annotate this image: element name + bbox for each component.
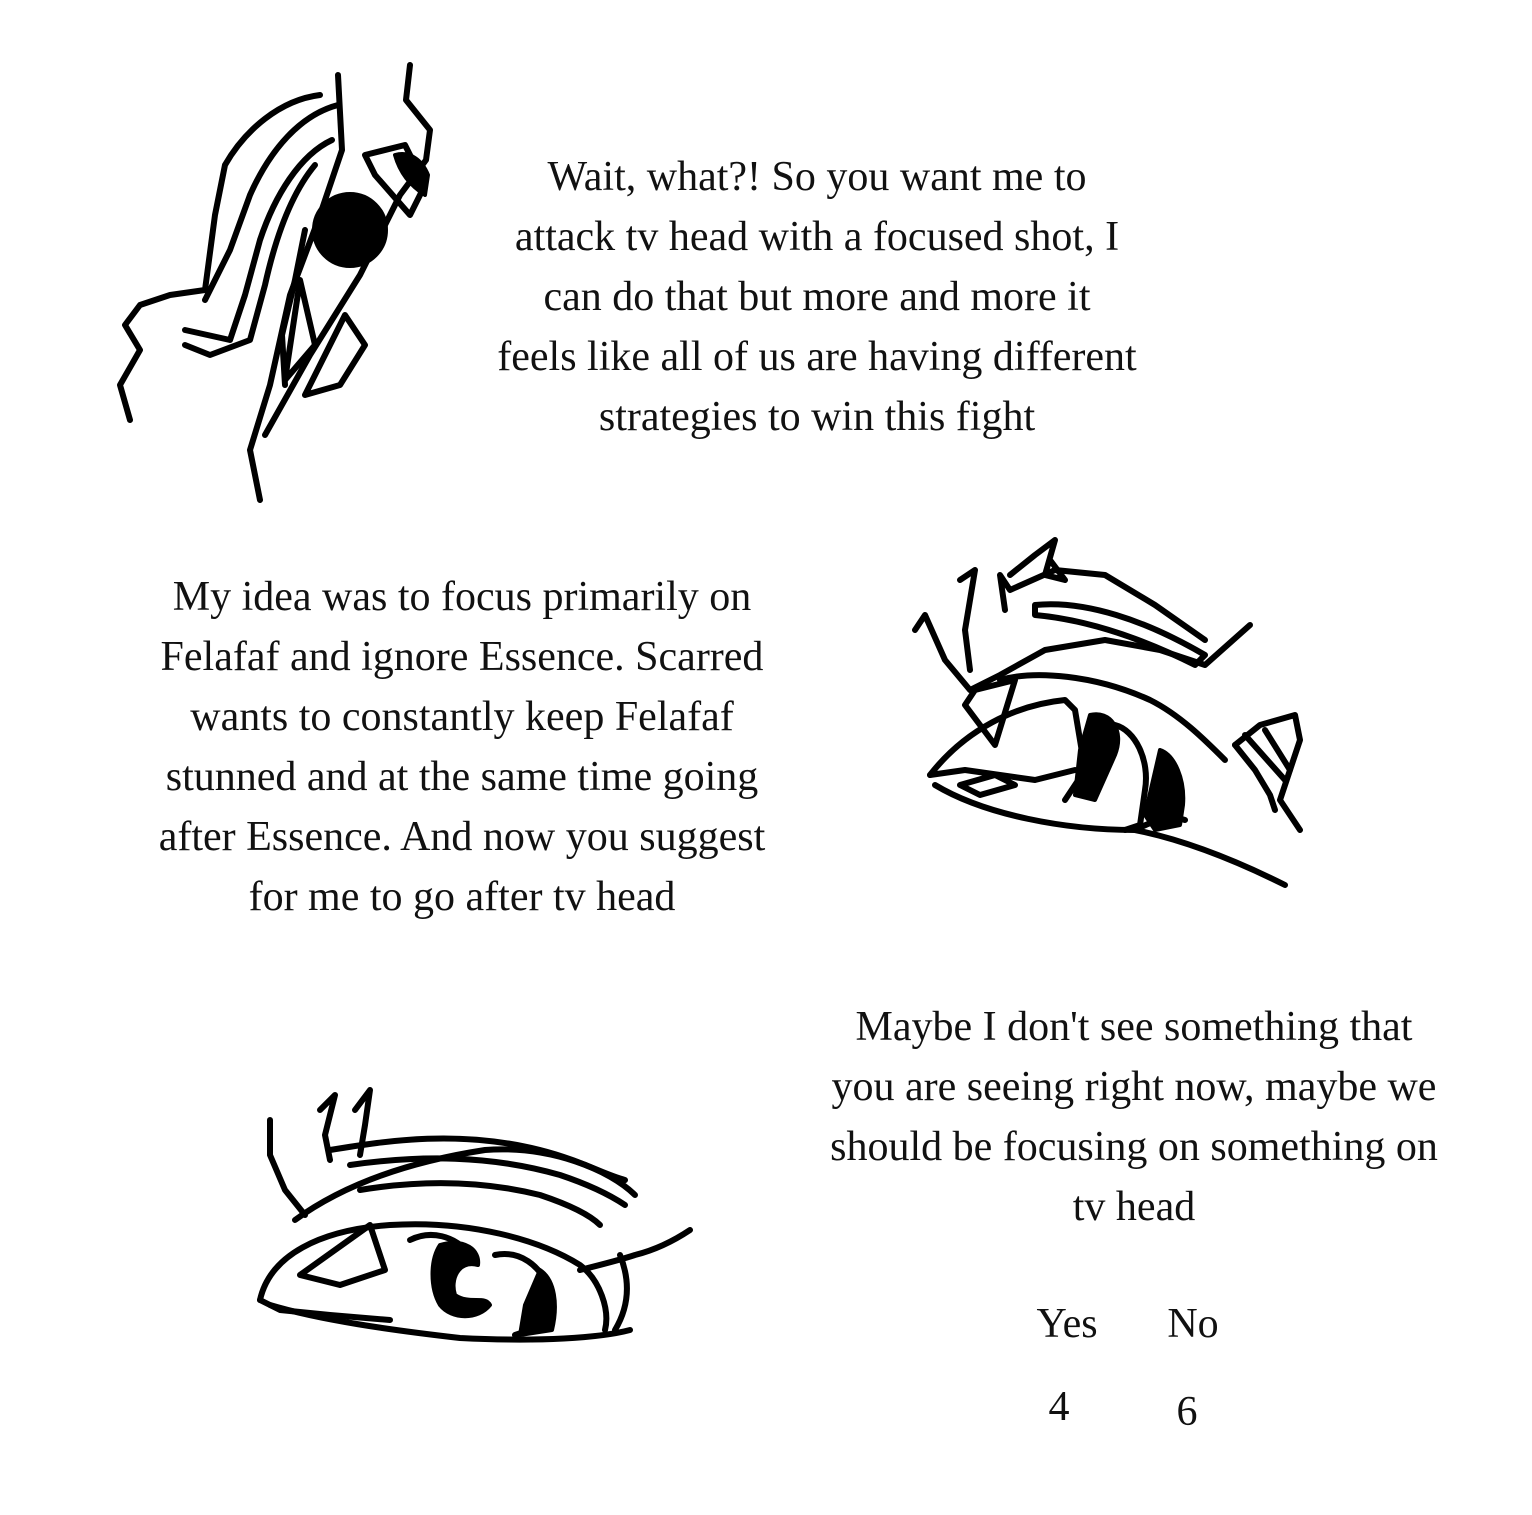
dialogue-line: after Essence. And now you suggest — [158, 814, 766, 860]
dialogue-line: should be focusing on something on — [830, 1124, 1438, 1170]
dialogue-line: Maybe I don't see something that — [855, 1004, 1413, 1050]
poll-option-no-label: No — [1167, 1301, 1219, 1347]
dialogue-line: Felafaf and ignore Essence. Scarred — [160, 634, 764, 680]
dialogue-line: Wait, what?! So you want me to — [547, 154, 1087, 200]
dialogue-line: wants to constantly keep Felafaf — [190, 694, 734, 740]
dialogue-line: strategies to win this fight — [598, 394, 1036, 440]
dialogue-line: My idea was to focus primarily on — [172, 574, 752, 620]
dialogue-panel-1-text — [437, 147, 1197, 447]
character-drawing-1 — [110, 55, 450, 505]
dialogue-line: stunned and at the same time going — [165, 754, 759, 800]
dialogue-line: can do that but more and more it — [543, 274, 1091, 320]
dialogue-line: for me to go after tv head — [248, 874, 676, 920]
dialogue-line: tv head — [1072, 1184, 1196, 1230]
poll-option-yes-count: 4 — [1048, 1384, 1070, 1430]
character-drawing-2 — [905, 530, 1315, 895]
dialogue-line: attack tv head with a focused shot, I — [514, 214, 1120, 260]
dialogue-line: feels like all of us are having different — [497, 334, 1137, 380]
poll-option-no-count: 6 — [1176, 1389, 1198, 1435]
character-drawing-3 — [240, 1080, 695, 1370]
dialogue-panel-3-text — [754, 997, 1514, 1237]
dialogue-panel-2-text — [82, 567, 842, 927]
poll-option-yes-label: Yes — [1036, 1301, 1098, 1347]
dialogue-line: you are seeing right now, maybe we — [831, 1064, 1437, 1110]
